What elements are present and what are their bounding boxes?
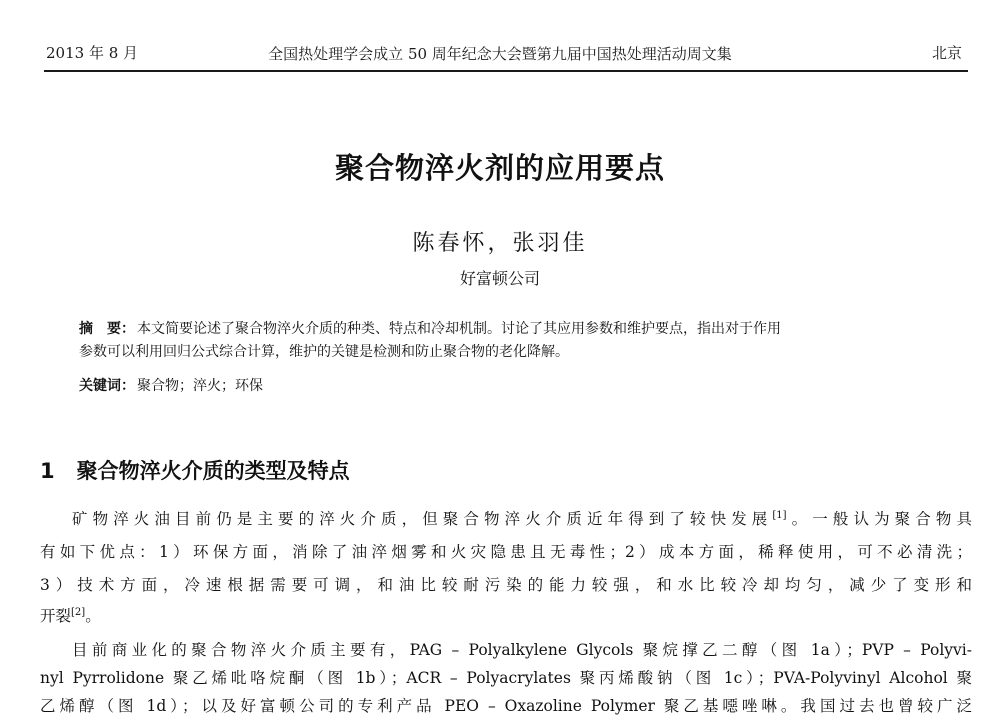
paper-title: 聚合物淬火剂的应用要点 xyxy=(334,151,665,185)
header-proceedings-title: 全国热处理学会成立 50 周年纪念大会暨第九届中国热处理活动周文集 xyxy=(268,45,732,63)
paragraph-1-line-2: 有如下优点：1）环保方面，消除了油淬烟雾和火灾隐患且无毒性；2）成本方面，稀释使用，可不必清洗； xyxy=(40,543,972,561)
citation-1: [1] xyxy=(772,509,787,521)
paragraph-1-text: 。 xyxy=(85,607,101,625)
abstract-label: 摘 要： xyxy=(79,321,135,337)
header-date: 2013 年 8 月 xyxy=(46,44,139,62)
paragraph-1-line-3: 3）技术方面，冷速根据需要可调，和油比较耐污染的能力较强，和水比较冷却均匀，减少了变形和 xyxy=(40,576,972,594)
paragraph-1-line-4 xyxy=(40,604,972,626)
paragraph-2-line-2: nyl Pyrrolidone 聚乙烯吡咯烷酮（图 1b）；ACR – Polyacrylates 聚丙烯酸钠（图 1c）；PVA-Polyvinyl Alcohol 聚 xyxy=(40,669,972,687)
keywords-label: 关键词： xyxy=(79,378,135,394)
section-heading xyxy=(40,455,350,485)
paper-authors: 陈春怀，张羽佳 xyxy=(412,231,588,256)
abstract xyxy=(79,318,959,340)
abstract-text-line-2: 参数可以利用回归公式综合计算，维护的关键是检测和防止聚合物的老化降解。 xyxy=(79,344,569,360)
paragraph-2-line-3: 乙烯醇（图 1d）；以及好富顿公司的专利产品 PEO – Oxazoline Polymer 聚乙基噁唑啉。我国过去也曾较广泛 xyxy=(40,697,972,715)
header-rule xyxy=(44,70,968,72)
paragraph-1-line-1 xyxy=(72,507,972,529)
paragraph-2-line-1: 目前商业化的聚合物淬火介质主要有，PAG – Polyalkylene Glycols 聚烷撑乙二醇（图 1a）；PVP – Polyvi- xyxy=(72,641,972,659)
paragraph-1-text: 。一般认为聚合物具 xyxy=(786,510,972,528)
author-affiliation: 好富顿公司 xyxy=(459,269,540,288)
section-title: 聚合物淬火介质的类型及特点 xyxy=(76,459,350,483)
section-number: 1 xyxy=(40,459,55,483)
keywords-text: 聚合物；淬火；环保 xyxy=(137,378,263,394)
paragraph-1-text: 开裂 xyxy=(40,607,72,625)
paragraph-1-text: 矿物淬火油目前仍是主要的淬火介质，但聚合物淬火介质近年得到了较快发展 xyxy=(72,510,773,528)
header-location: 北京 xyxy=(931,44,962,62)
keywords xyxy=(79,375,959,397)
abstract-text-line-1: 本文简要论述了聚合物淬火介质的种类、特点和冷却机制。讨论了其应用参数和维护要点，指出对于作用 xyxy=(137,321,781,337)
citation-2: [2] xyxy=(71,606,86,618)
